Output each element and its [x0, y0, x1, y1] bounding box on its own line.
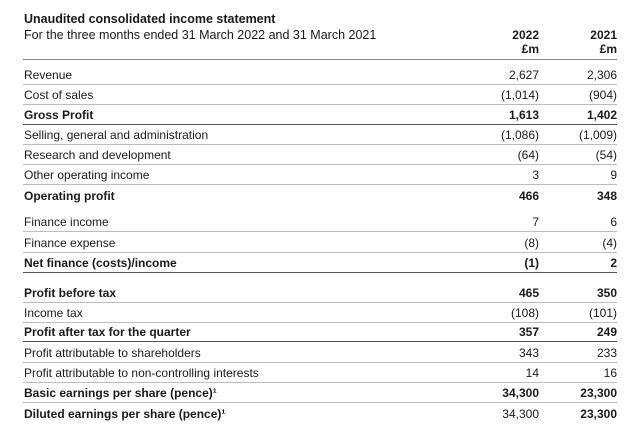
value-2021: 23,300: [580, 386, 617, 400]
table-row: [23, 65, 617, 85]
value-2022: (108): [510, 306, 539, 320]
table-row: [23, 253, 617, 273]
value-2021: 9: [610, 168, 617, 182]
row-label: Profit attributable to non-controlling interests: [24, 366, 259, 380]
value-2022: (8): [524, 236, 539, 250]
column-year-2022: 2022: [512, 28, 539, 42]
value-2021: 350: [596, 286, 617, 300]
table-row: [23, 125, 617, 145]
table-row: [23, 283, 617, 303]
table-row: [23, 233, 617, 253]
table-row: [23, 145, 617, 165]
statement-subtitle: For the three months ended 31 March 2022 and 31 March 2021: [24, 28, 377, 42]
column-unit-2022: £m: [521, 42, 539, 56]
column-year-2021: 2021: [590, 28, 617, 42]
row-label: Other operating income: [24, 168, 150, 182]
table-row: [23, 363, 617, 383]
value-2022: 465: [518, 286, 539, 300]
value-2022: (64): [517, 148, 539, 162]
value-2021: 1,402: [586, 108, 617, 122]
value-2022: 357: [518, 325, 539, 339]
table-row: [23, 165, 617, 185]
row-label: Cost of sales: [24, 88, 94, 102]
value-2021: 23,300: [580, 407, 617, 421]
value-2022: 14: [525, 366, 539, 380]
value-2021: (904): [588, 88, 617, 102]
table-row: [23, 383, 617, 403]
value-2021: (4): [602, 236, 617, 250]
table-row: [23, 185, 617, 205]
value-2022: 466: [518, 189, 539, 203]
column-header-2022: [512, 28, 539, 56]
row-label: Basic earnings per share (pence)¹: [24, 386, 217, 400]
column-unit-2021: £m: [599, 42, 617, 56]
row-label: Selling, general and administration: [24, 128, 209, 142]
value-2021: (1,009): [578, 128, 617, 142]
value-2021: 233: [596, 346, 617, 360]
value-2022: 34,300: [502, 407, 539, 421]
value-2021: 2: [610, 256, 617, 270]
value-2022: 1,613: [508, 108, 539, 122]
value-2021: 2,306: [586, 68, 617, 82]
row-label: Profit after tax for the quarter: [24, 325, 191, 339]
value-2021: 16: [603, 366, 617, 380]
table-row: [23, 212, 617, 232]
row-label: Profit before tax: [24, 286, 117, 300]
value-2022: 7: [532, 215, 539, 229]
table-row: [23, 85, 617, 105]
value-2021: (54): [595, 148, 617, 162]
table-row: [23, 105, 617, 125]
row-label: Diluted earnings per share (pence)¹: [24, 407, 226, 421]
column-header-2021: [590, 28, 617, 56]
row-label: Revenue: [24, 68, 73, 82]
row-label: Operating profit: [24, 189, 115, 203]
value-2022: (1,086): [500, 128, 539, 142]
row-label: Research and development: [24, 148, 171, 162]
table-row: [23, 343, 617, 363]
value-2022: 343: [518, 346, 539, 360]
row-label: Net finance (costs)/income: [24, 256, 177, 270]
value-2021: 348: [596, 189, 617, 203]
row-label: Gross Profit: [24, 108, 94, 122]
row-label: Finance expense: [24, 236, 116, 250]
row-label: Income tax: [24, 306, 83, 320]
value-2022: (1,014): [500, 88, 539, 102]
value-2022: 2,627: [508, 68, 539, 82]
value-2021: 249: [596, 325, 617, 339]
value-2021: (101): [588, 306, 617, 320]
header-divider: [23, 59, 617, 60]
table-row: [23, 322, 617, 342]
row-label: Profit attributable to shareholders: [24, 346, 201, 360]
table-row: [23, 403, 617, 423]
value-2022: 3: [532, 168, 539, 182]
row-label: Finance income: [24, 215, 109, 229]
table-row: [23, 303, 617, 323]
value-2022: 34,300: [502, 386, 539, 400]
statement-title: Unaudited consolidated income statement: [24, 12, 276, 26]
value-2022: (1): [524, 256, 539, 270]
value-2021: 6: [610, 215, 617, 229]
